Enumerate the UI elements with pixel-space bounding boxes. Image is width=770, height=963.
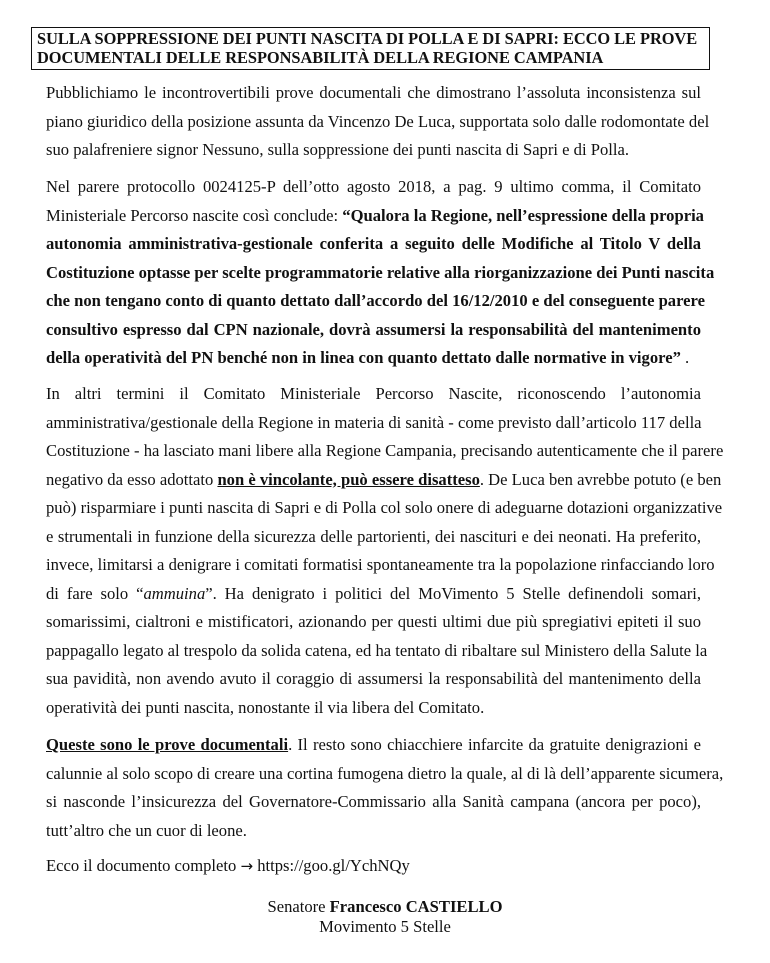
text-line <box>46 202 704 231</box>
text-line: suo palafreniere signor Nessuno, sulla soppressione dei punti nascita di Sapri e di Polla. <box>46 140 629 159</box>
quote-text: della operatività del PN benché non in linea con quanto dettato dalle normative in vigore” <box>46 348 681 367</box>
text-line: In altri termini il Comitato Ministeriale Percorso Nascite, riconoscendo l’autonomia <box>46 384 701 403</box>
headline-line-1: SULLA SOPPRESSIONE DEI PUNTI NASCITA DI POLLA E DI SAPRI: ECCO LE PROVE <box>37 29 698 48</box>
text-line: invece, limitarsi a denigrare i comitati formatisi spontaneamente tra la popolazione rinfacciando loro <box>46 555 715 574</box>
text-line: e strumentali in funzione della sicurezza delle partorienti, dei nascituri e dei neonati. Ha preferito, <box>46 526 701 546</box>
signature-title: Senatore <box>267 897 330 916</box>
text-line: sua pavidità, non avendo avuto il coraggio di assumersi la responsabilità del mantenimento della <box>46 669 701 688</box>
paragraph-quote <box>46 173 715 373</box>
text-line: si nasconde l’insicurezza del Governatore-Commissario alla Sanità campana (ancora per poco), <box>46 792 701 811</box>
text-line: tutt’altro che un cuor di leone. <box>46 820 247 840</box>
text-line: Nel parere protocollo 0024125-P dell’otto agosto 2018, a pag. 9 ultimo comma, il Comitato <box>46 177 701 196</box>
quote-line <box>46 287 705 316</box>
quote-text: che non tengano conto di quanto dettato dall’accordo del 16/12/2010 e del conseguente parere <box>46 291 705 310</box>
text-line: Costituzione - ha lasciato mani libere alla Regione Campania, precisando autenticamente che il parere <box>46 441 724 460</box>
text-line: operatività dei punti nascita, nonostante il via libera del Comitato. <box>46 697 485 717</box>
text-line: amministrativa/gestionale della Regione in materia di sanità - come previsto dall’articolo 117 della <box>46 412 702 432</box>
text-line <box>46 466 722 495</box>
quote-line <box>46 259 715 288</box>
text-segment: di fare solo “ <box>46 583 144 603</box>
text-line: calunnie al solo scopo di creare una cortina fumogena dietro la quale, al di là dell’apparente sicumera, <box>46 763 724 783</box>
text-line <box>46 580 701 609</box>
headline-box <box>31 27 710 70</box>
quote-text: Costituzione optasse per scelte programmatorie relative alla riorganizzazione dei Punti nascita <box>46 262 715 282</box>
link-lead-text: Ecco il documento completo <box>46 856 241 875</box>
text-segment: . <box>680 348 690 367</box>
document-link[interactable]: https://goo.gl/YchNQy <box>253 856 410 875</box>
text-segment: ”. Ha denigrato i politici del MoVimento 5 Stelle definendoli somari, <box>205 583 701 603</box>
text-line: piano giuridico della posizione assunta da Vincenzo De Luca, supportata solo dalle rodomontate del <box>46 111 710 131</box>
emphasis-text: Queste sono le prove documentali <box>46 735 289 754</box>
paragraph-analysis <box>46 380 724 722</box>
quote-line <box>46 230 701 259</box>
quote-text: autonomia amministrativa-gestionale conferita a seguito delle Modifiche al Titolo V della <box>46 234 701 253</box>
text-line: pappagallo legato al trespolo da solida catena, ed ha tentato di ribaltare sul Ministero della Salute la <box>46 640 708 660</box>
headline-line-2: DOCUMENTALI DELLE RESPONSABILITÀ DELLA REGIONE CAMPANIA <box>37 48 604 67</box>
italic-text: ammuina <box>143 583 206 603</box>
quote-text: consultivo espresso dal CPN nazionale, dovrà assumersi la responsabilità del mantenimento <box>46 319 701 339</box>
paragraph-intro <box>46 79 710 165</box>
quote-line <box>46 316 701 345</box>
arrow-right-icon: → <box>240 857 254 875</box>
signature-name-line <box>0 896 770 917</box>
quote-line <box>46 344 701 373</box>
quote-text: “Qualora la Regione, nell’espressione della propria <box>342 205 704 225</box>
paragraph-conclusion <box>46 731 724 845</box>
text-segment: negativo da esso adottato <box>46 469 218 489</box>
text-line <box>46 852 701 881</box>
text-segment: . Il resto sono chiacchiere infarcite da gratuite denigrazioni e <box>288 735 702 754</box>
signature-name: Francesco CASTIELLO <box>329 897 503 916</box>
text-segment: . De Luca ben avrebbe potuto (e ben <box>479 469 722 489</box>
text-line <box>46 731 701 760</box>
signature-party: Movimento 5 Stelle <box>319 917 451 936</box>
paragraph-document-link <box>46 852 701 881</box>
text-line: Pubblichiamo le incontrovertibili prove documentali che dimostrano l’assoluta inconsistenza sul <box>46 83 701 102</box>
text-segment: Ministeriale Percorso nascite così conclude: <box>46 205 343 225</box>
text-line: può) risparmiare i punti nascita di Sapri e di Polla col solo onere di adeguarne dotazioni organizzative <box>46 498 723 517</box>
text-line: somarissimi, cialtroni e mistificatori, azionando per questi ultimi due più spregiativi epiteti il suo <box>46 612 701 631</box>
emphasis-text: non è vincolante, può essere disatteso <box>217 469 480 489</box>
